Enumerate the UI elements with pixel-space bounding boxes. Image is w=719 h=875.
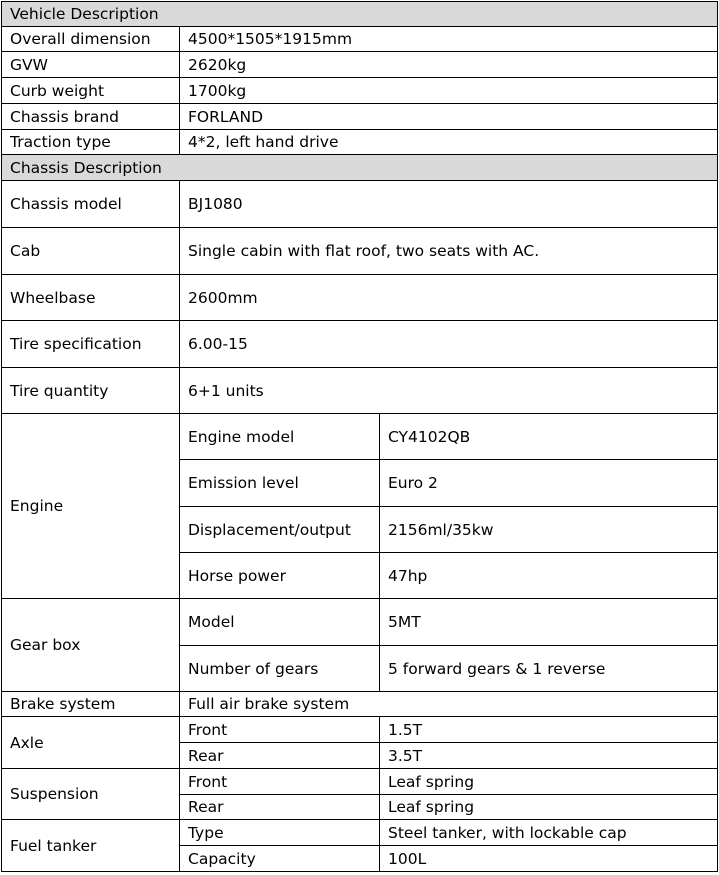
spec-value: Full air brake system bbox=[180, 692, 718, 717]
table-row bbox=[2, 275, 718, 321]
spec-label: GVW bbox=[2, 52, 180, 78]
spec-value: Euro 2 bbox=[380, 460, 718, 507]
table-row bbox=[2, 692, 718, 717]
spec-sublabel: Rear bbox=[180, 795, 380, 820]
spec-label: Traction type bbox=[2, 130, 180, 155]
table-row bbox=[2, 78, 718, 104]
spec-label: Overall dimension bbox=[2, 27, 180, 52]
axle-label: Axle bbox=[2, 717, 180, 769]
spec-sublabel: Emission level bbox=[180, 460, 380, 507]
spec-value: 47hp bbox=[380, 553, 718, 599]
spec-sublabel: Rear bbox=[180, 743, 380, 769]
spec-value: 100L bbox=[380, 846, 718, 872]
spec-value: FORLAND bbox=[180, 104, 718, 130]
gearbox-label: Gear box bbox=[2, 599, 180, 692]
spec-sublabel: Front bbox=[180, 717, 380, 743]
spec-value: Single cabin with flat roof, two seats with AC. bbox=[180, 228, 718, 275]
chassis-section-header-row bbox=[2, 155, 718, 181]
spec-sublabel: Capacity bbox=[180, 846, 380, 872]
spec-value: 4500*1505*1915mm bbox=[180, 27, 718, 52]
spec-label: Chassis model bbox=[2, 181, 180, 228]
spec-sublabel: Number of gears bbox=[180, 646, 380, 692]
spec-label: Cab bbox=[2, 228, 180, 275]
engine-label: Engine bbox=[2, 414, 180, 599]
spec-sublabel: Model bbox=[180, 599, 380, 646]
vehicle-spec-table bbox=[1, 1, 718, 872]
spec-value: BJ1080 bbox=[180, 181, 718, 228]
table-row bbox=[2, 414, 718, 460]
spec-value: 6+1 units bbox=[180, 368, 718, 414]
table-row bbox=[2, 769, 718, 795]
spec-value: Leaf spring bbox=[380, 795, 718, 820]
table-row bbox=[2, 27, 718, 52]
vehicle-section-header-row bbox=[2, 2, 718, 27]
vehicle-description-header: Vehicle Description bbox=[2, 2, 718, 27]
spec-value: 5 forward gears & 1 reverse bbox=[380, 646, 718, 692]
table-row bbox=[2, 599, 718, 646]
table-row bbox=[2, 228, 718, 275]
spec-value: 1700kg bbox=[180, 78, 718, 104]
table-row bbox=[2, 321, 718, 368]
spec-label: Chassis brand bbox=[2, 104, 180, 130]
spec-value: Leaf spring bbox=[380, 769, 718, 795]
fuel-tanker-label: Fuel tanker bbox=[2, 820, 180, 872]
table-row bbox=[2, 820, 718, 846]
spec-value: 2600mm bbox=[180, 275, 718, 321]
spec-sublabel: Horse power bbox=[180, 553, 380, 599]
spec-label: Tire quantity bbox=[2, 368, 180, 414]
spec-value: 2156ml/35kw bbox=[380, 507, 718, 553]
spec-value: 1.5T bbox=[380, 717, 718, 743]
spec-sublabel: Displacement/output bbox=[180, 507, 380, 553]
spec-value: 6.00-15 bbox=[180, 321, 718, 368]
spec-value: 5MT bbox=[380, 599, 718, 646]
spec-value: 3.5T bbox=[380, 743, 718, 769]
table-row bbox=[2, 181, 718, 228]
table-row bbox=[2, 368, 718, 414]
table-row bbox=[2, 52, 718, 78]
table-row bbox=[2, 104, 718, 130]
spec-label: Wheelbase bbox=[2, 275, 180, 321]
chassis-description-header: Chassis Description bbox=[2, 155, 718, 181]
spec-value: CY4102QB bbox=[380, 414, 718, 460]
spec-label: Brake system bbox=[2, 692, 180, 717]
spec-sublabel: Type bbox=[180, 820, 380, 846]
spec-value: 2620kg bbox=[180, 52, 718, 78]
spec-value: Steel tanker, with lockable cap bbox=[380, 820, 718, 846]
spec-sublabel: Engine model bbox=[180, 414, 380, 460]
spec-value: 4*2, left hand drive bbox=[180, 130, 718, 155]
table-row bbox=[2, 130, 718, 155]
suspension-label: Suspension bbox=[2, 769, 180, 820]
spec-label: Curb weight bbox=[2, 78, 180, 104]
spec-sublabel: Front bbox=[180, 769, 380, 795]
spec-label: Tire specification bbox=[2, 321, 180, 368]
table-row bbox=[2, 717, 718, 743]
